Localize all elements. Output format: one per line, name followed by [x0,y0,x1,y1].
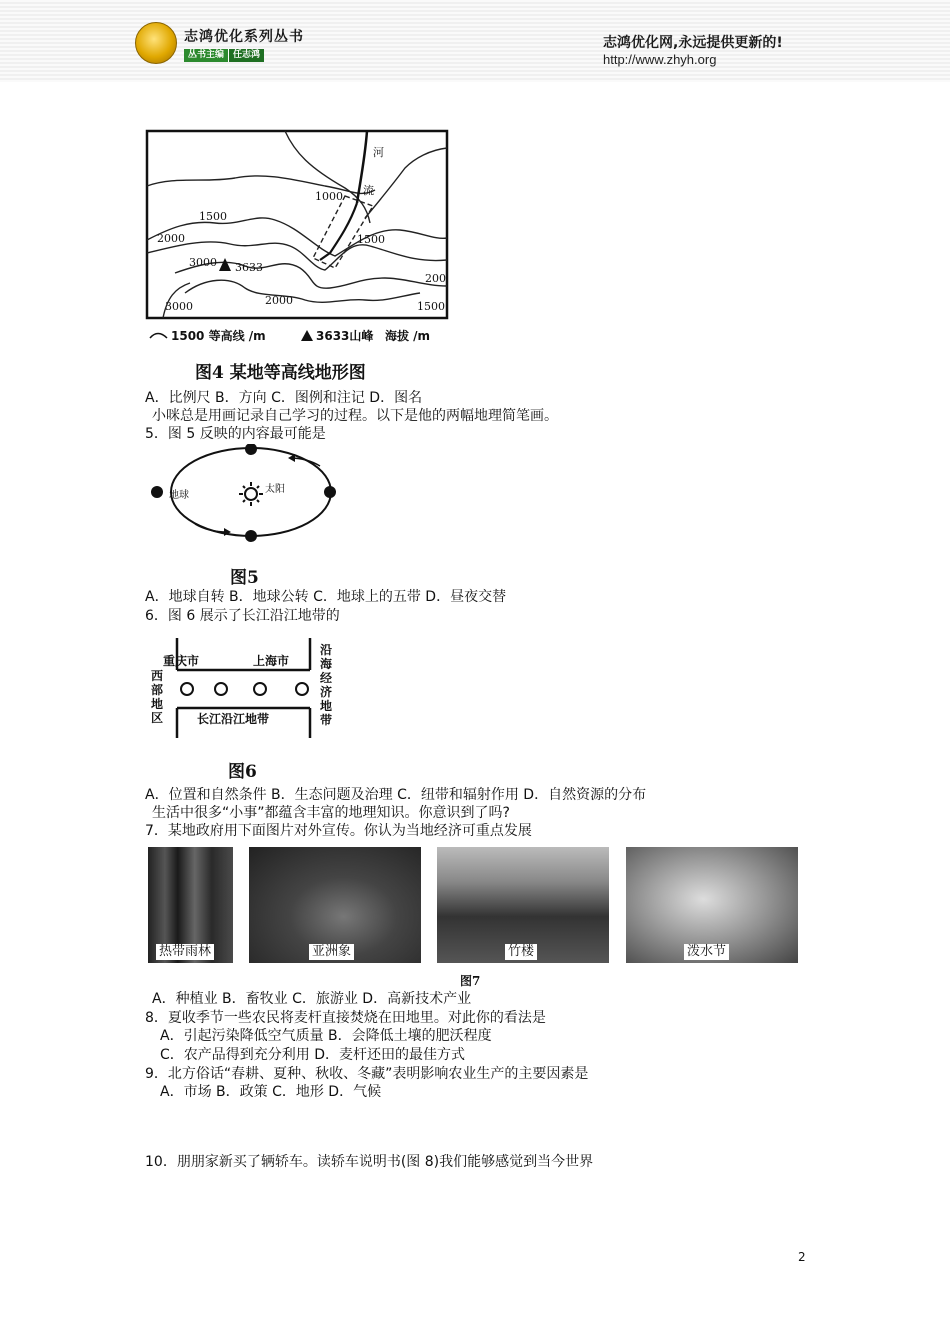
sun-icon [239,482,263,506]
west-label-char: 地 [151,697,164,711]
publisher-logo-icon [135,22,177,64]
question-5: 5．图 5 反映的内容最可能是 [145,426,326,442]
page-number: 2 [798,1250,806,1264]
contour-label: 3000 [189,256,217,269]
photo-label: 竹楼 [505,944,537,960]
q6-options: A．位置和自然条件 B．生态问题及治理 C．纽带和辐射作用 D．自然资源的分布 [145,787,647,803]
figure4-contour-map [145,128,450,353]
river-label-1: 河 [373,146,384,159]
photo-bamboo-house [437,847,609,963]
contour-label: 1000 [315,190,343,203]
legend-contour: 1500 等高线 /m [171,329,266,343]
q9-options: A．市场 B．政策 C．地形 D．气候 [160,1084,382,1100]
contour-label: 1500 [417,300,445,313]
q8-options-row1: A．引起污染降低空气质量 B．会降低土壤的肥沃程度 [160,1028,492,1044]
figure4-caption: 图4 某地等高线地形图 [195,363,366,383]
figure5-caption: 图5 [230,568,259,588]
contour-label: 200 [425,272,446,285]
intro-life: 生活中很多“小事”都蕴含丰富的地理知识。你意识到了吗? [152,805,510,821]
contour-label: 1500 [199,210,227,223]
photo-label: 亚洲象 [309,944,354,960]
earth-label: 地球 [169,490,189,501]
contour-label: 2000 [265,294,293,307]
contour-label: 1500 [357,233,385,246]
legend-peak: 3633山峰 [316,329,374,343]
peak-label: 3633 [235,261,263,274]
question-9: 9．北方俗话“春耕、夏种、秋收、冬藏”表明影响农业生产的主要因素是 [145,1066,589,1082]
sun-label: 太阳 [265,484,285,495]
river-label-2: 流 [363,184,374,197]
belt-label: 长江沿江地带 [197,712,270,726]
coastal-label-char: 地 [320,699,333,713]
intro-sketch: 小咪总是用画记录自己学习的过程。以下是他的两幅地理简笔画。 [152,408,558,424]
question-6: 6．图 6 展示了长江沿江地带的 [145,608,340,624]
header-url[interactable]: http://www.zhyh.org [603,52,717,67]
series-brand: 志鸿优化系列丛书 [184,29,304,45]
chongqing-label: 重庆市 [163,654,200,668]
page-header [0,0,950,82]
editor-label: 丛书主编 [184,49,228,62]
editor-name: 任志鸿 [228,49,264,62]
header-slogan: 志鸿优化网,永远提供更新的! [603,35,783,51]
shanghai-label: 上海市 [253,654,290,668]
photo-label: 泼水节 [684,944,729,960]
coastal-label-char: 沿 [320,643,333,657]
coastal-label-char: 济 [320,685,333,699]
contour-label: 2000 [157,232,185,245]
west-label-char: 区 [151,711,164,725]
legend-altitude: 海拔 /m [385,329,431,343]
question-10: 10．朋朋家新买了辆轿车。读轿车说明书(图 8)我们能够感觉到当今世界 [145,1154,594,1170]
photo-water-festival [626,847,798,963]
figure6-caption: 图6 [228,762,257,782]
q8-options-row2: C．农产品得到充分利用 D．麦杆还田的最佳方式 [160,1047,466,1063]
editor-badge [184,49,264,62]
photo-label: 热带雨林 [156,944,214,960]
coastal-label-char: 经 [320,671,333,685]
question-8: 8．夏收季节一些农民将麦杆直接焚烧在田地里。对此你的看法是 [145,1010,546,1026]
west-label-char: 部 [151,683,164,697]
coastal-label-char: 带 [320,713,333,727]
figure7-caption: 图7 [460,974,481,988]
q4-options: A．比例尺 B．方向 C．图例和注记 D．图名 [145,390,423,406]
west-label-char: 西 [151,669,164,683]
figure6-yangtze-diagram [145,630,345,750]
photo-asian-elephant [249,847,421,963]
photo-rainforest [148,847,233,963]
coastal-label-char: 海 [320,657,333,671]
q5-options: A．地球自转 B．地球公转 C．地球上的五带 D．昼夜交替 [145,589,507,605]
contour-label: 3000 [165,300,193,313]
question-7: 7．某地政府用下面图片对外宣传。你认为当地经济可重点发展 [145,823,532,839]
q7-options: A．种植业 B．畜牧业 C．旅游业 D．高新技术产业 [152,991,472,1007]
